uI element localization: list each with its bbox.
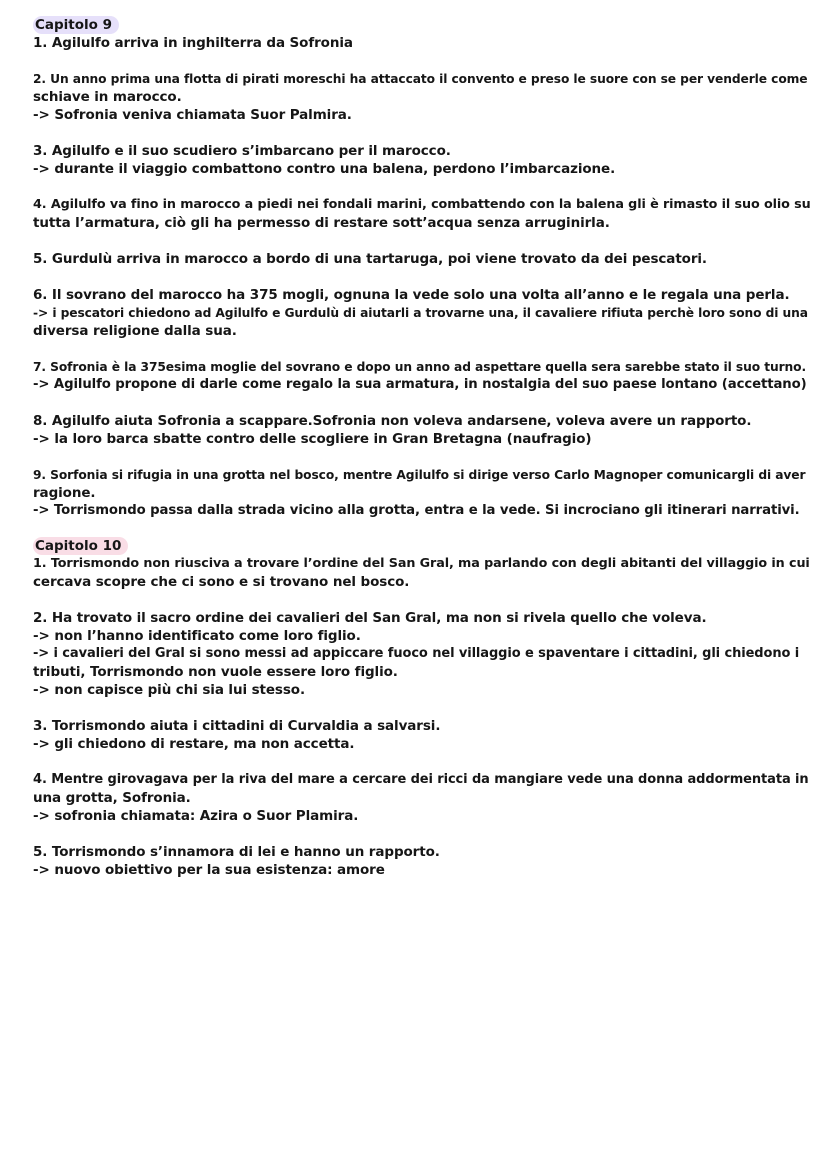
text-line: 4. Mentre girovagava per la riva del mare a cercare dei ricci da mangiare vede una donna addormentata in <box>33 772 809 787</box>
text-line: 3. Agilulfo e il suo scudiero s’imbarcano per il marocco. <box>33 143 451 159</box>
text-line: cercava scopre che ci sono e si trovano nel bosco. <box>33 574 410 590</box>
chapter-10-point-5 <box>33 843 813 879</box>
chapter-9-point-7 <box>33 358 813 394</box>
text-line: 6. Il sovrano del marocco ha 375 mogli, ognuna la vede solo una volta all’anno e le regala una perla. <box>33 287 790 303</box>
text-line: 8. Agilulfo aiuta Sofronia a scappare.Sofronia non voleva andarsene, voleva avere un rapporto. <box>33 413 752 429</box>
chapter-9-point-9 <box>33 466 813 520</box>
chapter-9-point-8 <box>33 412 813 448</box>
text-line: tutta l’armatura, ciò gli ha permesso di restare sott’acqua senza arruginirla. <box>33 215 610 231</box>
chapter-9-title: Capitolo 9 <box>33 16 119 34</box>
text-line: 3. Torrismondo aiuta i cittadini di Curvaldia a salvarsi. <box>33 718 441 734</box>
text-line: 5. Torrismondo s’innamora di lei e hanno un rapporto. <box>33 844 440 860</box>
text-line: -> durante il viaggio combattono contro una balena, perdono l’imbarcazione. <box>33 161 616 177</box>
text-line: 9. Sorfonia si rifugia in una grotta nel bosco, mentre Agilulfo si dirige verso Carlo Magnoper comunicargli di aver <box>33 468 806 482</box>
text-line: -> i cavalieri del Gral si sono messi ad appiccare fuoco nel villaggio e spaventare i cittadini, gli chiedono i <box>33 646 800 661</box>
text-line: 7. Sofronia è la 375esima moglie del sovrano e dopo un anno ad aspettare quella sera sarebbe stato il suo turno. <box>33 360 807 374</box>
text-line: -> non l’hanno identificato come loro figlio. <box>33 628 361 644</box>
text-line: -> gli chiedono di restare, ma non accetta. <box>33 736 355 752</box>
text-line: -> Sofronia veniva chiamata Suor Palmira. <box>33 107 352 123</box>
text-line: -> la loro barca sbatte contro delle scogliere in Gran Bretagna (naufragio) <box>33 431 592 447</box>
chapter-9-point-5 <box>33 250 813 268</box>
chapter-10-point-2 <box>33 609 813 699</box>
text-line: 1. Torrismondo non riusciva a trovare l’ordine del San Gral, ma parlando con degli abitanti del villaggio in cui <box>33 556 810 571</box>
chapter-10-point-1 <box>33 555 813 591</box>
notes-page <box>33 14 813 879</box>
text-line: 4. Agilulfo va fino in marocco a piedi nei fondali marini, combattendo con la balena gli è rimasto il suo olio su <box>33 197 811 212</box>
text-line: -> non capisce più chi sia lui stesso. <box>33 682 306 698</box>
chapter-9-point-4 <box>33 196 813 232</box>
chapter-9-point-3 <box>33 142 813 178</box>
text-line: tributi, Torrismondo non vuole essere loro figlio. <box>33 664 398 680</box>
text-line: 2. Ha trovato il sacro ordine dei cavalieri del San Gral, ma non si rivela quello che voleva. <box>33 610 707 626</box>
text-line: 1. Agilulfo arriva in inghilterra da Sofronia <box>33 35 353 51</box>
chapter-9-point-6 <box>33 286 813 340</box>
chapter-10-point-3 <box>33 717 813 753</box>
text-line: -> nuovo obiettivo per la sua esistenza: amore <box>33 862 385 878</box>
chapter-9-point-1 <box>33 34 813 52</box>
text-line: diversa religione dalla sua. <box>33 323 237 339</box>
chapter-9-point-2 <box>33 70 813 124</box>
chapter-10-title: Capitolo 10 <box>33 537 128 555</box>
text-line: schiave in marocco. <box>33 89 182 105</box>
chapter-10-point-4 <box>33 771 813 825</box>
text-line: 5. Gurdulù arriva in marocco a bordo di una tartaruga, poi viene trovato da dei pescatori. <box>33 251 707 267</box>
text-line: -> sofronia chiamata: Azira o Suor Plamira. <box>33 808 359 824</box>
text-line: -> Agilulfo propone di darle come regalo la sua armatura, in nostalgia del suo paese lontano (accettano) <box>33 377 807 392</box>
text-line: -> Torrismondo passa dalla strada vicino alla grotta, entra e la vede. Si incrociano gli itinerari narrativi. <box>33 503 800 518</box>
text-line: 2. Un anno prima una flotta di pirati moreschi ha attaccato il convento e preso le suore con se per venderle come <box>33 72 808 86</box>
text-line: una grotta, Sofronia. <box>33 790 191 806</box>
chapter-9-section <box>33 14 813 520</box>
text-line: ragione. <box>33 485 96 501</box>
chapter-10-section <box>33 535 813 879</box>
text-line: -> i pescatori chiedono ad Agilulfo e Gurdulù di aiutarli a trovarne una, il cavaliere rifiuta perchè loro sono di una <box>33 306 808 320</box>
